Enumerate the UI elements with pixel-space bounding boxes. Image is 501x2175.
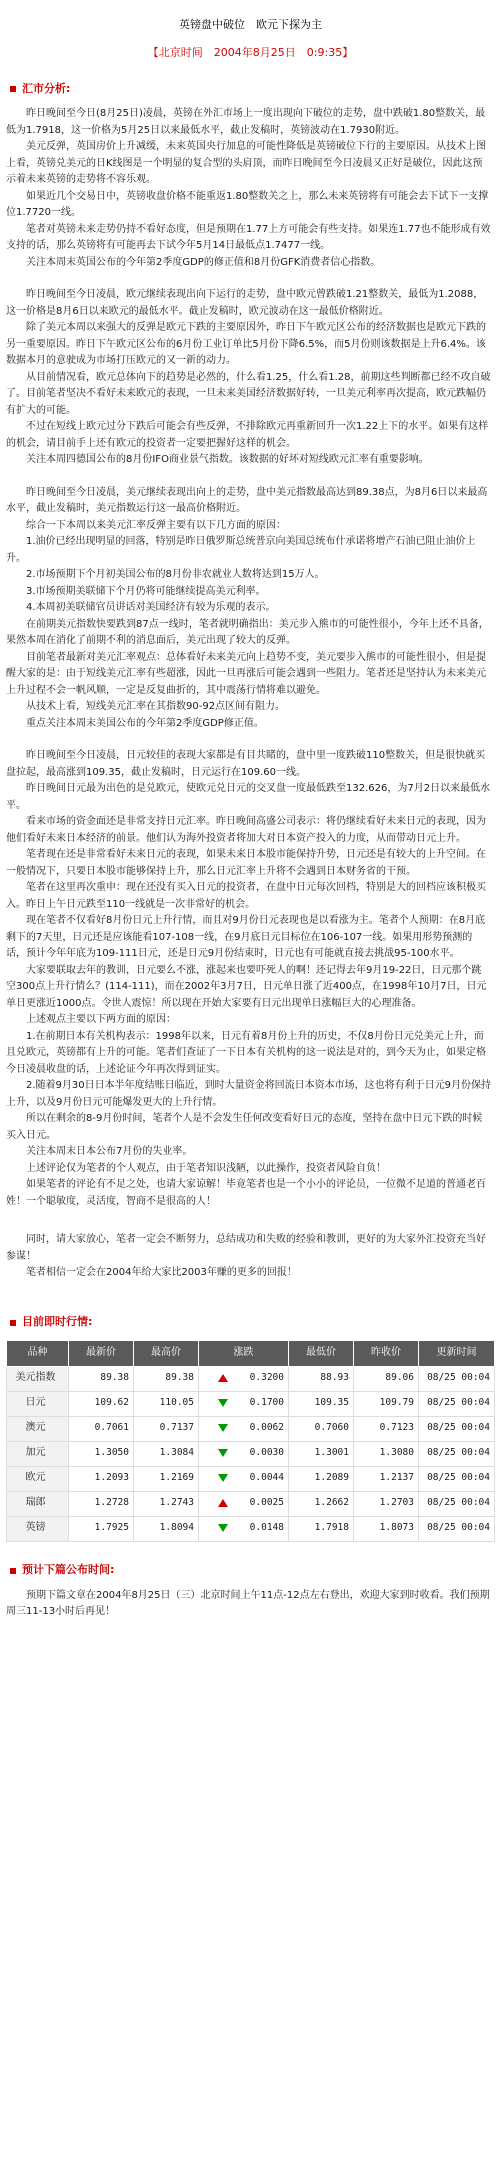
table-row bbox=[7, 1391, 495, 1416]
analysis-paragraph: 综合一下本周以来美元汇率反弹主要有以下几方面的原因： bbox=[26, 519, 286, 531]
quotes-section-title bbox=[6, 1312, 495, 1334]
update-time: 08/25 00:04 bbox=[419, 1466, 495, 1491]
analysis-paragraph: 关注本周末日本公布7月份的失业率。 bbox=[26, 1146, 193, 1157]
table-row bbox=[7, 1416, 495, 1441]
instrument-name: 加元 bbox=[7, 1441, 69, 1466]
analysis-paragraph: 上述观点主要以下两方面的原因： bbox=[26, 1014, 176, 1025]
analysis-paragraph: 笔者现在还是非常看好未来日元的表现，如果未来日本股市能保持升势，日元还是有较大的上升空间。在一般情况下，只要日本股市能够保持上升，那么日元汇率上升将不会遇到日本财务省的干预。 bbox=[6, 849, 486, 877]
analysis-paragraph: 重点关注本周末美国公布的今年第2季度GDP修正值。 bbox=[26, 717, 264, 729]
timestamp: 【北京时间 2004年8月25日 0:9:35】 bbox=[147, 46, 354, 59]
update-time: 08/25 00:04 bbox=[419, 1391, 495, 1416]
instrument-name: 欧元 bbox=[7, 1466, 69, 1491]
change-amount: 0.0148 bbox=[249, 1522, 284, 1534]
column-header: 最新价 bbox=[69, 1340, 134, 1366]
last-price: 89.38 bbox=[69, 1366, 134, 1391]
change-amount: 0.1700 bbox=[249, 1397, 284, 1409]
instrument-name: 日元 bbox=[7, 1391, 69, 1416]
change-amount: 0.0062 bbox=[249, 1422, 284, 1434]
analysis-paragraph: 昨日晚间至今日凌晨，欧元继续表现出向下运行的走势，盘中欧元曾跌破1.21整数关，最低为1.2088，这一价格是8月6日以来欧元的最低水平。截止发稿时，欧元波动在这一最低价格附近。 bbox=[6, 289, 484, 317]
change-value bbox=[199, 1366, 289, 1391]
notice-section-title bbox=[6, 1560, 495, 1582]
analysis-paragraph: 笔者相信一定会在2004年给大家比2003年赚的更多的回报！ bbox=[26, 1267, 297, 1278]
table-row bbox=[7, 1491, 495, 1516]
analysis-paragraph: 2.随着9月30日日本半年度结账日临近，到时大量资金将回流日本资本市场，这也将有利于日元9月份保持上升，以及9月份日元可能爆发更大的上升行情。 bbox=[6, 1080, 491, 1108]
analysis-paragraph: 关注本周末英国公布的今年第2季度GDP的修正值和8月份GFK消费者信心指数。 bbox=[26, 256, 381, 268]
notice-heading: 预计下篇公布时间: bbox=[22, 1563, 115, 1577]
update-time: 08/25 00:04 bbox=[419, 1366, 495, 1391]
prev-close: 1.3080 bbox=[354, 1441, 419, 1466]
analysis-heading: 汇市分析: bbox=[22, 81, 71, 95]
update-time: 08/25 00:04 bbox=[419, 1516, 495, 1541]
instrument-name: 瑞郎 bbox=[7, 1491, 69, 1516]
red-square-bullet-icon bbox=[10, 1568, 16, 1574]
instrument-name: 美元指数 bbox=[7, 1366, 69, 1391]
analysis-paragraph: 除了美元本周以来强大的反弹是欧元下跌的主要原因外，昨日下午欧元区公布的经济数据也是欧元下跌的另一重要原因。昨日下午欧元区公布的6月份工业订单比5月份下降6.5%，而5月份则该数据是上升6.4%。该数据本月的意驶成为市场打压欧元的又一新的动力。 bbox=[6, 322, 486, 366]
analysis-paragraph: 笔者在这里再次重申：现在还没有买入日元的投资者，在盘中日元每次回档，特别是大的回档应该积极买入。昨日上午日元跌至110一线就是一次非常好的机会。 bbox=[6, 882, 486, 910]
update-time: 08/25 00:04 bbox=[419, 1491, 495, 1516]
analysis-paragraph: 关注本周四德国公布的8月份IFO商业景气指数。该数据的好坏对短线欧元汇率有重要影响。 bbox=[26, 454, 429, 465]
update-time: 08/25 00:04 bbox=[419, 1416, 495, 1441]
low-price: 1.3001 bbox=[289, 1441, 354, 1466]
analysis-paragraph: 如果近几个交易日中，英镑收盘价格不能重返1.80整数关之上，那么未来英镑将有可能会去下试下一支撑位1.7720一线。 bbox=[6, 190, 489, 218]
last-price: 1.3050 bbox=[69, 1441, 134, 1466]
table-row bbox=[7, 1516, 495, 1541]
change-amount: 0.0025 bbox=[249, 1497, 284, 1509]
high-price: 0.7137 bbox=[134, 1416, 199, 1441]
column-header: 昨收价 bbox=[354, 1340, 419, 1366]
analysis-paragraph: 现在笔者不仅看好8月份日元上升行情，而且对9月份日元表现也是以看涨为主。笔者个人预期：在8月底剩下的7天里，日元还是应该能看107-108一线，在9月底日元目标位在106-107一线。如果用形势预测的话，预计今年年底为109-111日元，还是日元9月份结束时，日元也有可能就直接去挑战95-100水平。 bbox=[6, 915, 486, 959]
analysis-paragraph: 1.在前期日本有关机构表示：1998年以来，日元有着8月份上升的历史，不仅8月份日元兑美元上升，而且兑欧元，英镑都有上升的可能。笔者们查证了一下日本有关机构的这一说法是对的，到今天为止，如果定格今日凌晨收盘的话，上述论证今年再次得到证实。 bbox=[6, 1030, 486, 1075]
quotes-heading: 目前即时行情: bbox=[22, 1315, 93, 1329]
instrument-name: 英镑 bbox=[7, 1516, 69, 1541]
triangle-down-icon bbox=[218, 1524, 228, 1532]
analysis-paragraph: 昨日晚间至今日凌晨，日元较佳的表现大家都是有目共睹的，盘中里一度跌破110整数关，但是很快就买盘拉起，最高涨到109.35，截止发稿时，日元运行在109.60一线。 bbox=[6, 750, 486, 778]
column-header: 品种 bbox=[7, 1340, 69, 1366]
analysis-paragraph: 如果笔者的评论有不足之处，也请大家谅解！毕竟笔者也是一个小小的评论员，一位微不足道的普通老百姓！一个聪敏度，灵活度，智商不是很高的人！ bbox=[6, 1179, 486, 1207]
prev-close: 1.2703 bbox=[354, 1491, 419, 1516]
low-price: 1.2662 bbox=[289, 1491, 354, 1516]
analysis-paragraph: 不过在短线上欧元过分下跌后可能会有些反弹，不排除欧元再重新回升一次1.22上下的水平。如果有这样的机会，请目前手上还有欧元的投资者一定要把握好这样的机会。 bbox=[6, 421, 489, 449]
analysis-paragraph: 笔者对英镑未来走势仍持不看好态度，但是预期在1.77上方可能会有些支持。如果连1.77也不能形成有效支持的话，那么英镑将有可能再去下试今年5月14日最低点1.7477一线。 bbox=[6, 223, 491, 251]
change-value bbox=[199, 1391, 289, 1416]
column-header: 最高价 bbox=[134, 1340, 199, 1366]
change-amount: 0.0044 bbox=[249, 1472, 284, 1484]
article-title: 英镑盘中破位 欧元下探为主 bbox=[179, 18, 322, 31]
analysis-paragraph: 4.本周初美联储官员讲话对美国经济有较为乐观的表示。 bbox=[26, 602, 276, 613]
high-price: 1.2743 bbox=[134, 1491, 199, 1516]
prev-close: 0.7123 bbox=[354, 1416, 419, 1441]
high-price: 1.8094 bbox=[134, 1516, 199, 1541]
last-price: 1.2093 bbox=[69, 1466, 134, 1491]
prev-close: 1.2137 bbox=[354, 1466, 419, 1491]
prev-close: 89.06 bbox=[354, 1366, 419, 1391]
analysis-paragraph: 2.市场预期下个月初美国公布的8月份非农就业人数将达到15万人。 bbox=[26, 569, 325, 580]
analysis-paragraph: 大家要联取去年的教训，日元要么不涨，涨起来也要吓死人的啊！还记得去年9月19-22日，日元那个跳空300点上升行情么？(114-111)，而在2002年3月7日，日元单日涨了近400点，在1998年10月7日，日元单日更涨近1000点。令世人震惊！所以现在开始大家要有日元出现单日涨幅巨大的心理准备。 bbox=[6, 964, 487, 1009]
table-row bbox=[7, 1466, 495, 1491]
analysis-paragraph: 3.市场预期美联储下个月仍将可能继续提高美元利率。 bbox=[26, 585, 266, 597]
change-value bbox=[199, 1516, 289, 1541]
column-header: 更新时间 bbox=[419, 1340, 495, 1366]
prev-close: 1.8073 bbox=[354, 1516, 419, 1541]
high-price: 1.3084 bbox=[134, 1441, 199, 1466]
quotes-header-row bbox=[7, 1340, 495, 1366]
red-square-bullet-icon bbox=[10, 86, 16, 92]
analysis-paragraph: 看来市场的资金面还是非常支持日元汇率。昨日晚间高盛公司表示：将仍继续看好未来日元的表现，因为他们看好未来日本经济的前景。他们认为海外投资者将加大对日本资产投入的力度，从而带动日元上升。 bbox=[6, 816, 486, 844]
table-row bbox=[7, 1441, 495, 1466]
low-price: 1.7918 bbox=[289, 1516, 354, 1541]
red-square-bullet-icon bbox=[10, 1320, 16, 1326]
instrument-name: 澳元 bbox=[7, 1416, 69, 1441]
analysis-paragraph: 1.油价已经出现明显的回落，特别是昨日俄罗斯总统普京向美国总统布什承诺将增产石油已阻止油价上升。 bbox=[6, 536, 476, 564]
high-price: 1.2169 bbox=[134, 1466, 199, 1491]
triangle-down-icon bbox=[218, 1449, 228, 1457]
triangle-down-icon bbox=[218, 1474, 228, 1482]
page bbox=[0, 8, 501, 1627]
low-price: 1.2089 bbox=[289, 1466, 354, 1491]
analysis-paragraph: 同时，请大家放心，笔者一定会不断努力，总结成功和失败的经验和教训，更好的为大家外汇投资充当好参谋！ bbox=[6, 1234, 486, 1262]
analysis-paragraph: 昨日晚间至今日(8月25日)凌晨，英镑在外汇市场上一度出现向下破位的走势，盘中跌破1.80整数关，最低为1.7918，这一价格为5月25日以来最低水平，截止发稿时，英镑波动在1.7930附近。 bbox=[6, 108, 486, 136]
table-row bbox=[7, 1366, 495, 1391]
notice-text: 预期下篇文章在2004年8月25日（三）北京时间上午11点-12点左右登出，欢迎大家到时收看。我们预期周三11-13小时后再见！ bbox=[6, 1589, 490, 1617]
analysis-paragraph: 所以在剩余的8-9月份时间，笔者个人是不会发生任何改变看好日元的态度，坚持在盘中日元下跌的时候买入日元。 bbox=[6, 1113, 483, 1141]
change-amount: 0.3200 bbox=[249, 1372, 284, 1384]
analysis-body bbox=[6, 106, 495, 1282]
column-header: 最低价 bbox=[289, 1340, 354, 1366]
low-price: 88.93 bbox=[289, 1366, 354, 1391]
last-price: 1.7925 bbox=[69, 1516, 134, 1541]
update-time: 08/25 00:04 bbox=[419, 1441, 495, 1466]
prev-close: 109.79 bbox=[354, 1391, 419, 1416]
change-value bbox=[199, 1441, 289, 1466]
last-price: 1.2728 bbox=[69, 1491, 134, 1516]
analysis-paragraph: 在前期美元指数快要跌到87点一线时，笔者就明确指出：美元步入熊市的可能性很小，今年上还不具备，果然本周在消化了前期不利的消息面后，美元出现了较大的反弹。 bbox=[6, 618, 489, 646]
last-price: 109.62 bbox=[69, 1391, 134, 1416]
triangle-down-icon bbox=[218, 1399, 228, 1407]
change-amount: 0.0030 bbox=[249, 1447, 284, 1459]
high-price: 89.38 bbox=[134, 1366, 199, 1391]
change-value bbox=[199, 1466, 289, 1491]
change-value bbox=[199, 1416, 289, 1441]
analysis-paragraph: 从技术上看，短线美元汇率在其指数90-92点区间有阻力。 bbox=[26, 701, 286, 712]
triangle-up-icon bbox=[218, 1499, 228, 1507]
analysis-paragraph: 昨日晚间日元最为出色的是兑欧元，使欧元兑日元的交叉盘一度最低跌至132.626，为7月2日以来最低水平。 bbox=[6, 783, 491, 811]
analysis-paragraph: 从目前情况看，欧元总体向下的趋势是必然的，什么看1.25，什么看1.28，前期这些判断都已经不攻自破了。目前笔者坚决不看好未来欧元的表现，一旦未来美国经济数据好转，一旦美元利率再次提高，欧元跌幅仍有扩大的可能。 bbox=[6, 371, 491, 416]
column-header: 涨跌 bbox=[199, 1340, 289, 1366]
low-price: 0.7060 bbox=[289, 1416, 354, 1441]
analysis-paragraph: 目前笔者最新对美元汇率观点：总体看好未来美元向上趋势不变，美元要步入熊市的可能性很小，但是提醒大家的是：由于短线美元汇率有些超涨，因此一旦再涨后可能会遇到一些阻力。笔者还是坚持认为未来美元上升过程不会一帆风顺，一定是反复曲折的，其中震荡行情将难以避免。 bbox=[6, 651, 486, 696]
low-price: 109.35 bbox=[289, 1391, 354, 1416]
last-price: 0.7061 bbox=[69, 1416, 134, 1441]
triangle-down-icon bbox=[218, 1424, 228, 1432]
analysis-section-title bbox=[6, 78, 495, 100]
quotes-table bbox=[6, 1340, 495, 1542]
analysis-paragraph: 昨日晚间至今日凌晨，美元继续表现出向上的走势，盘中美元指数最高达到89.38点，为8月6日以来最高水平，截止发稿时，美元指数运行这一最高价格附近。 bbox=[6, 486, 488, 514]
analysis-paragraph: 美元反弹，英国房价上升减缓，未来英国央行加息的可能性降低是英镑破位下行的主要原因。从技术上图上看，英镑兑美元的日K线图是一个明显的复合型的头肩顶，而昨日晚间至今日凌晨又正好是破位，因此这预示着未来英镑的走势将不容乐观。 bbox=[6, 141, 486, 185]
analysis-paragraph: 上述评论仅为笔者的个人观点，由于笔者知识浅陋，以此操作，投资者风险自负！ bbox=[26, 1162, 386, 1174]
notice-body bbox=[6, 1588, 495, 1621]
triangle-up-icon bbox=[218, 1374, 228, 1382]
change-value bbox=[199, 1491, 289, 1516]
high-price: 110.05 bbox=[134, 1391, 199, 1416]
